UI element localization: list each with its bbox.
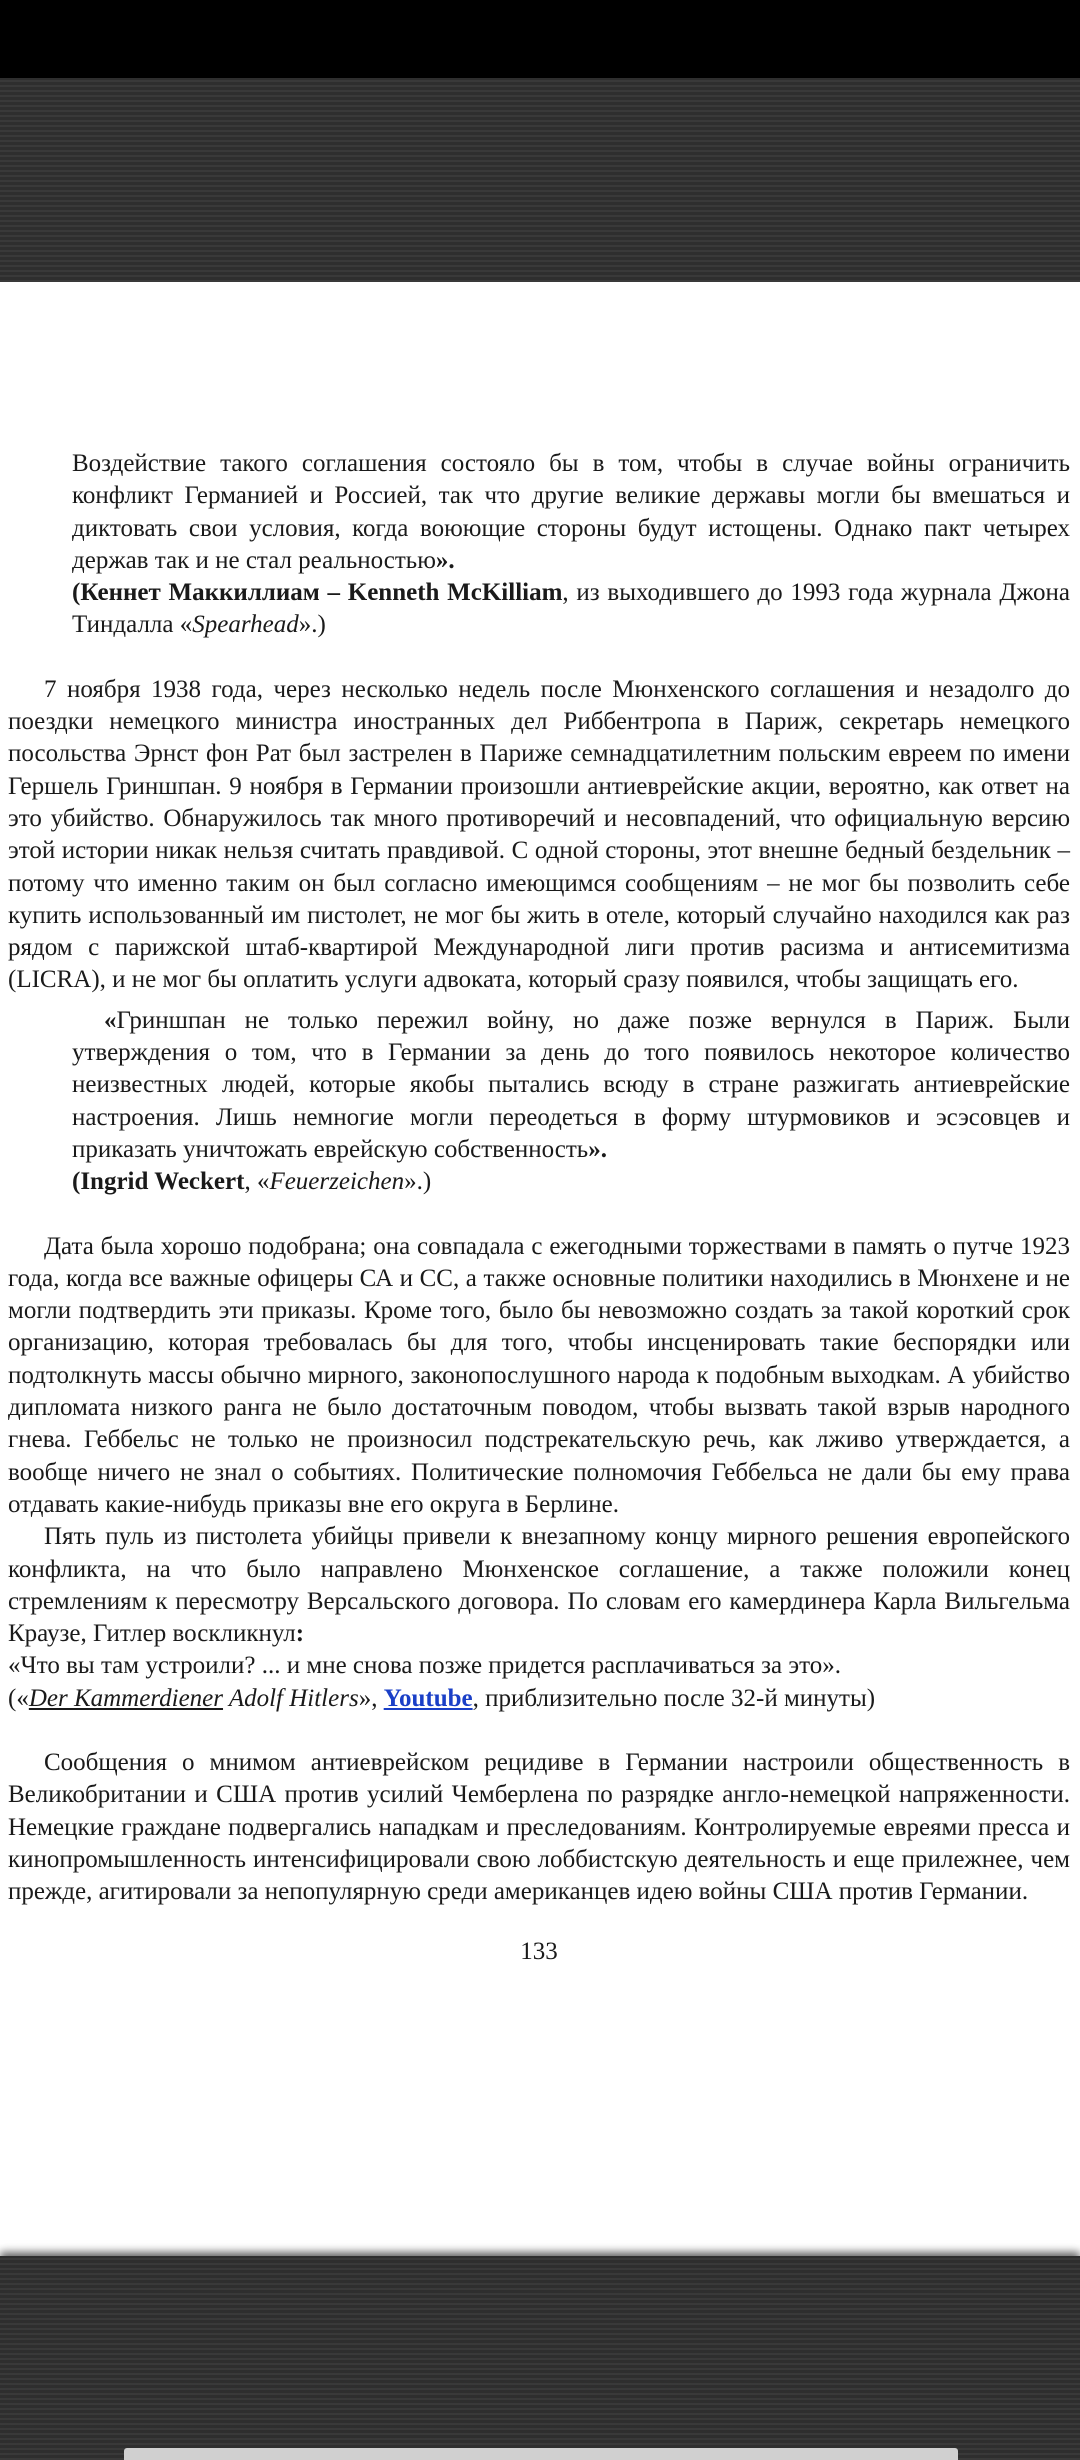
horizontal-scrollbar[interactable] [124,2448,958,2460]
paragraph-text: Пять пуль из пистолета убийцы привели к внезапному концу мирного решения европейского конфликта, на что было направлено Мюнхенское соглашение, а также положили конец стремлениям к пересмотру Версальского договора. По словам его камердинера Карла Вильгельма Краузе, Гитлер воскликнул [8,1523,1070,1648]
citation-source: , из выходившего до 1993 года журнала Джона Тиндалла « [72,579,1071,639]
page-number: 133 [520,1938,558,1966]
quote-text: Гриншпан не только пережил войну, но даже позже вернулся в Париж. Были утверждения о том, что в Германии за день до того появилось некоторое количество неизвестных людей, которые якобы пытались всюду в стране разжигать антиеврейские настроения. Лишь немногие могли переодеться в форму штурмовиков и эсэсовцев и приказать уничтожать еврейскую собственность [72,1006,1070,1163]
youtube-link[interactable]: Youtube [383,1684,473,1712]
citation-title: Spearhead [192,611,299,639]
citation-2 [72,1166,1070,1198]
citation-title: Adolf Hitlers [223,1684,359,1712]
citation-1 [72,577,1070,642]
citation-4 [8,1683,1070,1715]
citation-open: (« [8,1684,29,1712]
bottom-toolbar [0,2256,1080,2460]
body-paragraph-2: 7 ноября 1938 года, через несколько недель после Мюнхенского соглашения и незадолго до поездки немецкого министра иностранных дел Риббентропа в Париж, секретарь немецкого посольства Эрнст фон Рат был застрелен в Париже семнадцатилетним польским евреем по имени Гершель Гриншпан. 9 ноября в Германии произошли антиеврейские акции, вероятно, как ответ на это убийство. Обнаружилось так много противоречий и несовпадений, что официальную версию этой истории никак нельзя считать правдивой. С одной стороны, этот внешне бедный бездельник – потому что именно таким он был согласно имеющимся сообщениям – не мог бы позволить себе купить использованный им пистолет, не мог бы жить в отеле, который случайно находился как раз рядом с парижской штаб-квартирой Международной лиги против расизма и антисемитизма (LICRA), и не мог бы оплатить услуги адвоката, который сразу появился, чтобы защищать его. [8,675,1070,994]
body-paragraph-4 [8,1521,1070,1650]
body-paragraph-5: Сообщения о мнимом антиеврейском рецидиве в Германии настроили общественность в Великобритании и США против усилий Чемберлена по разрядке англо-немецкой напряженности. Немецкие граждане подвергались нападкам и преследованиям. Контролируемые евреями пресса и кинопромышленность интенсифицировали свою лоббистскую деятельность и еще прилежнее, чем прежде, агитировали за непопулярную среди американцев идею войны США против Германии. [8,1748,1070,1906]
citation-title: Feuerzeichen [269,1168,405,1196]
quote-end-mark: ». [435,546,455,574]
quote-block-1 [8,448,1070,642]
colon: : [295,1620,305,1648]
quote-open-mark: « [104,1006,117,1034]
citation-separator: », [358,1684,384,1712]
citation-open: ( [72,579,81,607]
quote-end-mark: ». [588,1135,607,1163]
citation-separator: , « [244,1168,270,1196]
hitler-quote: «Что вы там устроили? ... и мне снова позже придется расплачиваться за это». [8,1652,841,1680]
citation-close: ».) [404,1168,432,1196]
quote-paragraph [72,1005,1070,1166]
citation-close: ».) [298,611,326,639]
citation-note: , приблизительно после 32-й минуты) [472,1684,876,1712]
status-bar [0,0,1080,78]
quote-block-2 [8,1005,1070,1199]
document-page [0,282,1080,2256]
quote-paragraph [72,448,1070,577]
citation-author: (Ingrid Weckert [72,1168,245,1196]
citation-title-link[interactable]: Der Kammerdiener [28,1684,224,1712]
citation-author: Кеннет Маккиллиам – Kenneth McKilliam [80,579,563,607]
page-content [8,448,1070,1994]
body-paragraph-3: Дата была хорошо подобрана; она совпадала с ежегодными торжествами в память о путче 1923 года, когда все важные офицеры СА и СС, а также основные политики находились в Мюнхене и не могли подтвердить эти приказы. Кроме того, было бы невозможно создать за такой короткий срок организацию, которая требовалась бы для того, чтобы инсценировать такие беспорядки или подтолкнуть массы обычно мирного, законопослушного народа к подобным выходкам. А убийство дипломата низкого ранга не было достаточным поводом, чтобы вызвать такой взрыв народного гнева. Геббельс не только не произносил подстрекательскую речь, как лживо утверждается, а вообще ничего не знал о событиях. Политические полномочия Геббельса не дали бы ему права отдавать какие-нибудь приказы вне его округа в Берлине. [8,1232,1070,1518]
quote-text: Воздействие такого соглашения состояло бы в том, чтобы в случае войны ограничить конфликт Германией и Россией, так что другие великие державы могли бы вмешаться и диктовать свои условия, когда воюющие стороны будут истощены. Однако пакт четырех держав так и не стал реальностью [72,450,1070,574]
top-toolbar [0,78,1080,282]
